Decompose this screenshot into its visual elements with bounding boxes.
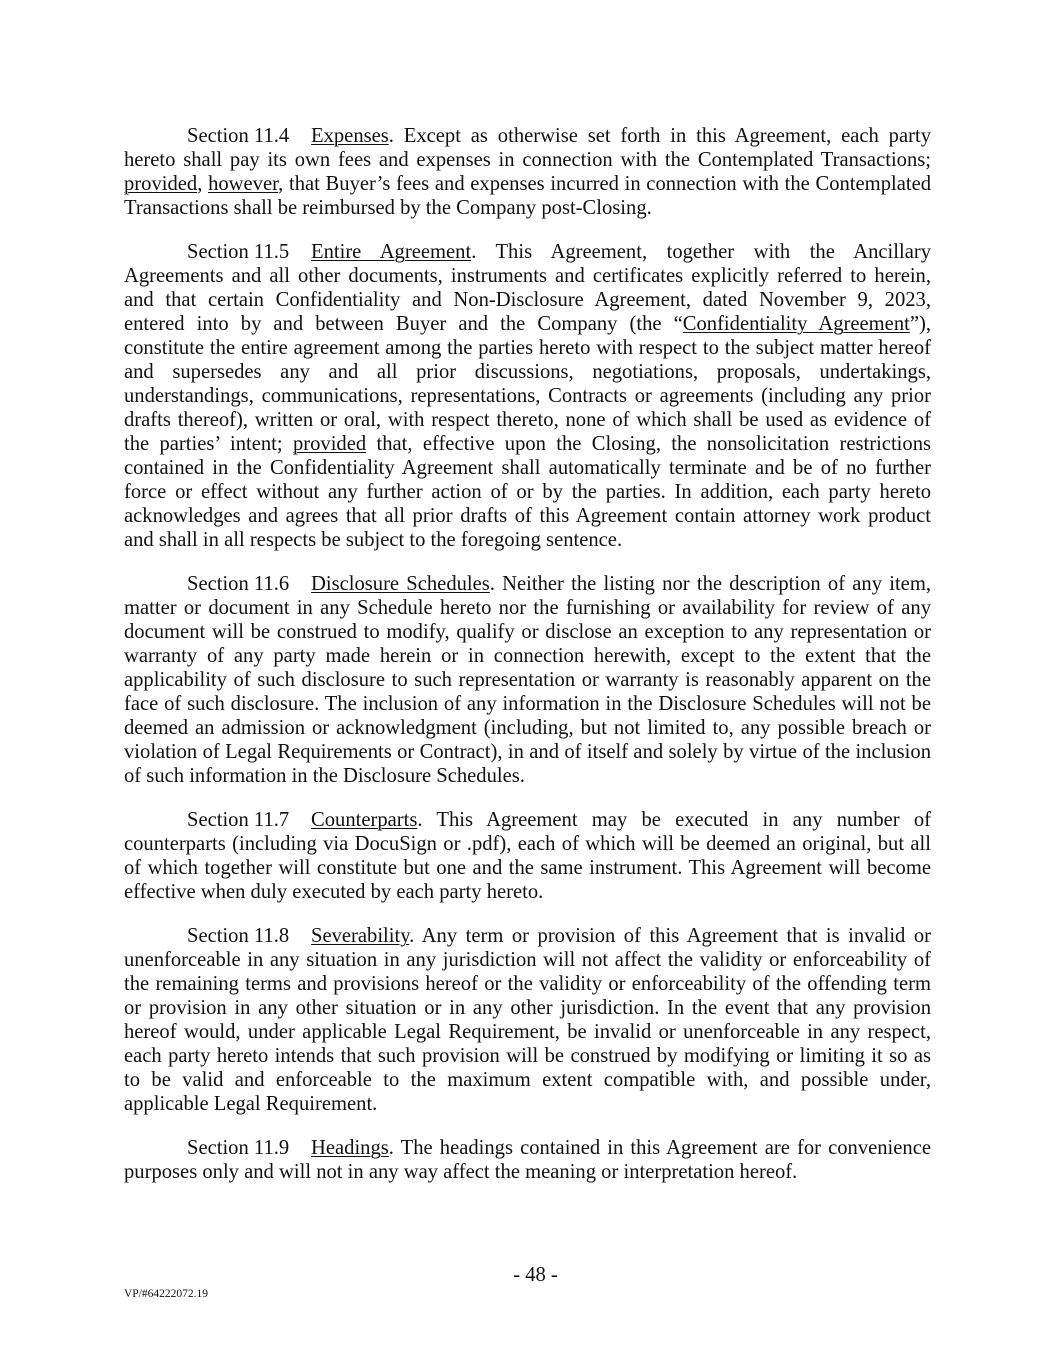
underlined-term: however: [208, 173, 279, 195]
section-heading: Headings: [311, 1137, 389, 1159]
document-body: [124, 124, 931, 1204]
underlined-term: Confidentiality Agreement: [682, 313, 910, 335]
section-number: Section 11.5: [187, 241, 290, 263]
page-number: - 48 -: [513, 1264, 558, 1286]
section-number: Section 11.7: [187, 809, 290, 831]
body-text: . Any term or provision of this Agreement that is invalid or unenforceable in any situation in any jurisdiction will not affect the validity or enforceability of the remaining terms and provisions hereof or the validity or enforceability of the offending term or provision in any other situation or in any other jurisdiction. In the event that any provision hereof would, under applicable Legal Requirement, be invalid or unenforceable in any respect, each party hereto intends that such provision will be construed by modifying or limiting it so as to be valid and enforceable to the maximum extent compatible with, and possible under, applicable Legal Requirement.: [124, 925, 931, 1115]
section-number: Section 11.9: [187, 1137, 290, 1159]
section-paragraph: [124, 924, 931, 1116]
body-text: . Except as otherwise set forth in this Agreement, each party hereto shall pay its own fees and expenses in connection with the Contemplated Transactions;: [124, 125, 931, 171]
underlined-term: provided: [292, 433, 367, 455]
body-text: ,: [197, 173, 209, 195]
section-heading: Counterparts: [311, 809, 418, 831]
body-text: . This Agreement may be executed in any number of counterparts (including via DocuSign or .pdf), each of which will be deemed an original, but all of which together will constitute but one and the same instrument. This Agreement will become effective when duly executed by each party hereto.: [124, 809, 931, 903]
body-text: . Neither the listing nor the description of any item, matter or document in any Schedule hereto nor the furnishing or availability for review of any document will be construed to modify, qualify or disclose an exception to any representation or warranty of any party made herein or in connection herewith, except to the extent that the applicability of such disclosure to such representation or warranty is reasonably apparent on the face of such disclosure. The inclusion of any information in the Disclosure Schedules will not be deemed an admission or acknowledgment (including, but not limited to, any possible breach or violation of Legal Requirements or Contract), in and of itself and solely by virtue of the inclusion of such information in the Disclosure Schedules.: [124, 573, 931, 787]
section-heading: Disclosure Schedules: [311, 573, 490, 595]
section-paragraph: [124, 124, 931, 220]
section-paragraph: [124, 808, 931, 904]
section-heading: Entire Agreement: [311, 241, 472, 263]
section-number: Section 11.8: [187, 925, 290, 947]
section-number: Section 11.6: [187, 573, 290, 595]
body-text: . This Agreement, together with the Ancillary Agreements and all other documents, instruments and certificates explicitly referred to herein, and that certain Confidentiality and Non-Disclosure Agreement, dated November 9, 2023, entered into by and between Buyer and the Company (the “: [124, 241, 931, 335]
underlined-term: provided: [124, 173, 198, 195]
section-paragraph: [124, 240, 931, 552]
section-number: Section 11.4: [187, 125, 290, 147]
body-text: , that Buyer’s fees and expenses incurred in connection with the Contemplated Transactions shall be reimbursed by the Company post-Closing.: [124, 173, 932, 219]
section-paragraph: [124, 1136, 931, 1184]
body-text: . The headings contained in this Agreement are for convenience purposes only and will not in any way affect the meaning or interpretation hereof.: [124, 1137, 931, 1183]
body-text: ”), constitute the entire agreement among the parties hereto with respect to the subject matter hereof and supersedes any and all prior discussions, negotiations, proposals, undertakings, understandings, communications, representations, Contracts or agreements (including any prior drafts thereof), written or oral, with respect thereto, none of which shall be used as evidence of the parties’ intent;: [124, 313, 931, 455]
document-id: VP/#64222072.19: [124, 1288, 209, 1300]
body-text: that, effective upon the Closing, the nonsolicitation restrictions contained in the Confidentiality Agreement shall automatically terminate and be of no further force or effect without any further action of or by the parties. In addition, each party hereto acknowledges and agrees that all prior drafts of this Agreement contain attorney work product and shall in all respects be subject to the foregoing sentence.: [124, 433, 932, 551]
section-heading: Severability: [311, 925, 410, 947]
section-paragraph: [124, 572, 931, 788]
section-heading: Expenses: [311, 125, 389, 147]
